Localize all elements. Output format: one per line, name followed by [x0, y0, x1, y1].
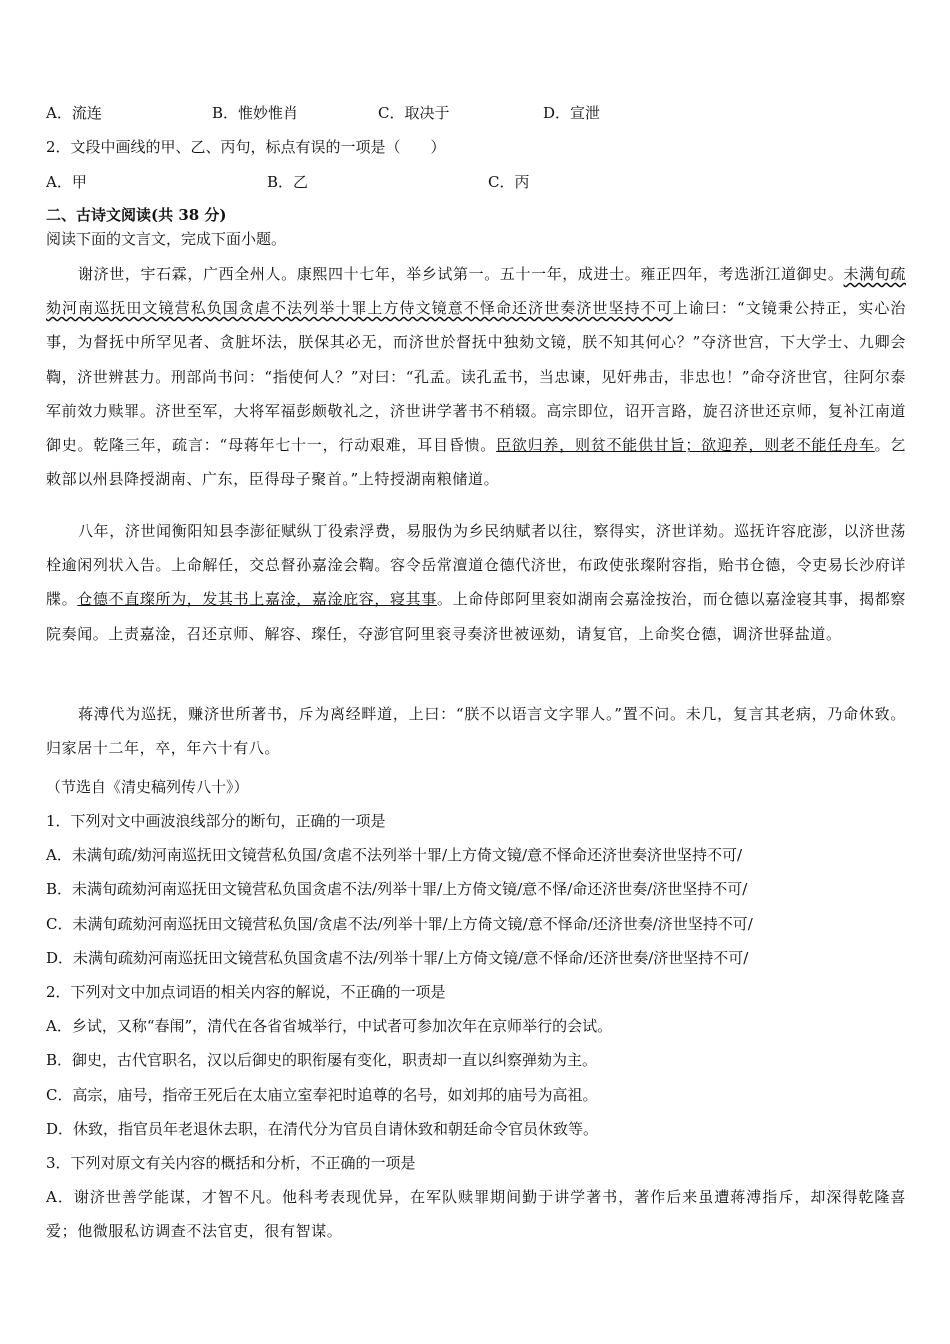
option-b[interactable]: B．乙 — [267, 173, 309, 191]
question-3-stem: 3．下列对原文有关内容的概括和分析，不正确的一项是 — [46, 1154, 416, 1172]
passage-source: （节选自《清史稿列传八十》） — [46, 778, 249, 796]
question-1-option-d[interactable]: D．未满旬疏劾河南巡抚田文镜营私负国贪虐不法/列举十罪/上方倚文镜/意不怿命/还济世奏/济世坚持不可/ — [46, 949, 749, 967]
passage-paragraph-3: 蒋溥代为巡抚，赚济世所著书，斥为离经畔道，上曰：“朕不以语言文字罪人。”置不问。未几，复言其老病，乃命休致。归家居十二年，卒，年六十有八。 — [46, 705, 906, 758]
passage-text: 谢济世，宇石霖，广西全州人。康熙四十七年，举乡试第一。五十一年，成进士。雍正四年，考选浙江道御史。 — [78, 265, 844, 283]
question-2-option-c[interactable]: C．高宗，庙号，指帝王死后在太庙立室奉祀时追尊的名号，如刘邦的庙号为高祖。 — [46, 1086, 598, 1104]
option-a[interactable]: A．流连 — [46, 104, 102, 122]
question-1-option-a[interactable]: A．未满旬疏/劾河南巡抚田文镜营私负国/贪虐不法列举十罪/上方倚文镜/意不怿命还济世奏济世坚持不可/ — [46, 846, 743, 864]
passage-paragraph-1 — [46, 257, 906, 496]
wavy-underlined-sentence: 未满旬疏劾河南巡抚田文镜营私负国贪虐不法列举十罪上方侍文镜意不怿命还济世奏济世坚持不可 — [46, 265, 907, 318]
passage-text: 。上命侍郎阿里衮如湖南会嘉淦按治，而仓德以嘉淦寝其事，揭都察院奏闻。上责嘉淦，召还京师、解容、璨任，夺澎官阿里衮寻奏济世被诬劾，请复官，上命奖仓德，调济世驿盐道。 — [46, 590, 906, 643]
option-d[interactable]: D．宣泄 — [543, 104, 601, 122]
question-1-option-c[interactable]: C．未满旬疏劾河南巡抚田文镜营私负国/贪虐不法/列举十罪/上方倚文镜/意不怿命/还济世奏/济世坚持不可/ — [46, 915, 753, 933]
option-c[interactable]: C．丙 — [488, 173, 530, 191]
section-title: 二、古诗文阅读(共 38 分) — [46, 206, 227, 224]
question-1-stem: 1．下列对文中画波浪线部分的断句，正确的一项是 — [46, 812, 386, 830]
underlined-sentence: 臣欲归养，则贫不能供甘旨；欲迎养，则老不能任舟车 — [496, 436, 875, 455]
underlined-sentence: 仓德不直璨所为，发其书上嘉淦，嘉淦庇容，寝其事 — [77, 590, 437, 609]
question-2-option-d[interactable]: D．休致，指官员年老退休去职，在清代分为官员自请休致和朝廷命令官员休致等。 — [46, 1120, 599, 1138]
question-2-stem: 2．下列对文中加点词语的相关内容的解说，不正确的一项是 — [46, 983, 446, 1001]
question-2-option-a[interactable]: A．乡试，又称“春闱”，清代在各省省城举行，中试者可参加次年在京师举行的会试。 — [46, 1017, 613, 1035]
punctuation-question-stem: 2．文段中画线的甲、乙、丙句，标点有误的一项是（ ） — [46, 138, 446, 156]
option-b[interactable]: B．惟妙惟肖 — [212, 104, 299, 122]
section-instruction: 阅读下面的文言文，完成下面小题。 — [46, 230, 287, 248]
passage-text: 上谕曰：“文镜秉公持正，实心治事，为督抚中所罕见者、贪脏坏法，朕保其必无，而济世於督抚中独劾文镜，朕不知其何心？”夺济世宫，下大学士、九卿会鞫，济世辨甚力。刑部尚书问：“指使何人？”对曰：“孔孟。读孔孟书，当忠谏，见奸弗击，非忠也！”命夺济世官，往阿尔泰军前效力赎罪。济世至军，大将军福彭颇敬礼之，济世讲学著书不稍辍。高宗即位，诏开言路，旋召济世还京师，复补江南道御史。乾隆三年，疏言：“母蒋年七十一，行动艰难，耳目昏愦。 — [46, 299, 907, 455]
passage-text: 。乞敕部以州县降授湖南、广东，臣得母子聚首。”上特授湖南粮储道。 — [46, 436, 906, 489]
question-3-option-a[interactable]: A．谢济世善学能谋，才智不凡。他科考表现优异，在军队赎罪期间勤于讲学著书，著作后来虽遭蒋溥指斥，却深得乾隆喜爱；他微服私访调查不法官吏，很有智谋。 — [46, 1188, 906, 1241]
question-2-option-b[interactable]: B．御史，古代官职名，汉以后御史的职衔屡有变化，职责却一直以纠察弹劾为主。 — [46, 1051, 598, 1069]
passage-paragraph-2 — [46, 514, 906, 651]
question-1-option-b[interactable]: B．未满旬疏劾河南巡抚田文镜营私负国贪虐不法/列举十罪/上方倚文镜/意不怿/命还济世奏/济世坚持不可/ — [46, 880, 748, 898]
option-a[interactable]: A．甲 — [46, 173, 87, 191]
option-c[interactable]: C．取决于 — [378, 104, 450, 122]
passage-text: 八年，济世闻衡阳知县李澎征赋纵丁役索浮费，易服伪为乡民纳赋者以往，察得实，济世详劾。巡抚许容庇澎，以济世荡栓逾闲列状入告。上命解任，交总督孙嘉淦会鞫。容令岳常澶道仓德代济世，布政使张璨附容指，贻书仓德，令吏易长沙府详牒。 — [46, 522, 906, 609]
